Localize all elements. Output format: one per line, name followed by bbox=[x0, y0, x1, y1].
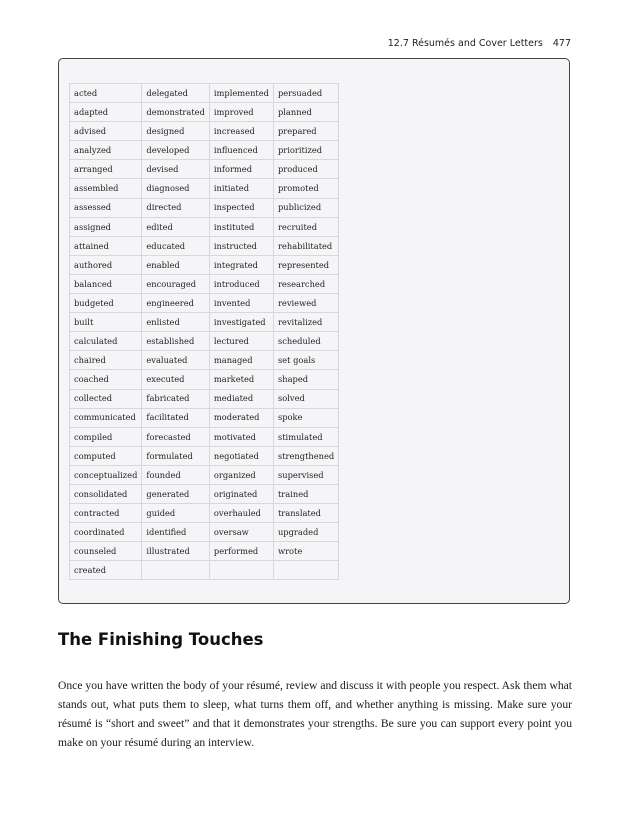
table-cell: originated bbox=[209, 484, 273, 503]
table-row bbox=[70, 446, 339, 465]
table-cell: revitalized bbox=[273, 313, 338, 332]
table-cell: consolidated bbox=[70, 484, 142, 503]
table-row bbox=[70, 484, 339, 503]
table-cell: recruited bbox=[273, 217, 338, 236]
table-cell: managed bbox=[209, 351, 273, 370]
table-row bbox=[70, 179, 339, 198]
table-cell: advised bbox=[70, 122, 142, 141]
table-cell: organized bbox=[209, 465, 273, 484]
table-cell: conceptualized bbox=[70, 465, 142, 484]
table-row bbox=[70, 294, 339, 313]
table-cell: informed bbox=[209, 160, 273, 179]
table-cell: forecasted bbox=[142, 427, 210, 446]
table-cell: rehabilitated bbox=[273, 236, 338, 255]
table-cell: founded bbox=[142, 465, 210, 484]
table-row bbox=[70, 141, 339, 160]
table-cell: mediated bbox=[209, 389, 273, 408]
table-cell: coached bbox=[70, 370, 142, 389]
table-cell: initiated bbox=[209, 179, 273, 198]
table-cell: enabled bbox=[142, 255, 210, 274]
table-cell: upgraded bbox=[273, 523, 338, 542]
table-cell: inspected bbox=[209, 198, 273, 217]
table-row bbox=[70, 313, 339, 332]
table-cell: developed bbox=[142, 141, 210, 160]
table-row bbox=[70, 427, 339, 446]
table-cell: represented bbox=[273, 255, 338, 274]
table-cell: investigated bbox=[209, 313, 273, 332]
table-cell: solved bbox=[273, 389, 338, 408]
table-row bbox=[70, 198, 339, 217]
table-cell: supervised bbox=[273, 465, 338, 484]
table-cell: built bbox=[70, 313, 142, 332]
table-cell: stimulated bbox=[273, 427, 338, 446]
table-cell: fabricated bbox=[142, 389, 210, 408]
table-cell: increased bbox=[209, 122, 273, 141]
table-row bbox=[70, 274, 339, 293]
table-cell: coordinated bbox=[70, 523, 142, 542]
table-cell: designed bbox=[142, 122, 210, 141]
table-row bbox=[70, 255, 339, 274]
table-cell: diagnosed bbox=[142, 179, 210, 198]
table-cell: assessed bbox=[70, 198, 142, 217]
table-cell: educated bbox=[142, 236, 210, 255]
table-row bbox=[70, 389, 339, 408]
table-cell: delegated bbox=[142, 84, 210, 103]
action-verbs-box bbox=[58, 58, 570, 604]
table-cell: shaped bbox=[273, 370, 338, 389]
table-row bbox=[70, 408, 339, 427]
table-cell: wrote bbox=[273, 542, 338, 561]
table-cell: contracted bbox=[70, 504, 142, 523]
table-row bbox=[70, 236, 339, 255]
table-cell: acted bbox=[70, 84, 142, 103]
table-cell: devised bbox=[142, 160, 210, 179]
table-cell: spoke bbox=[273, 408, 338, 427]
table-cell: influenced bbox=[209, 141, 273, 160]
table-row bbox=[70, 351, 339, 370]
table-cell: overhauled bbox=[209, 504, 273, 523]
table-cell: adapted bbox=[70, 103, 142, 122]
table-cell: strengthened bbox=[273, 446, 338, 465]
table-cell: negotiated bbox=[209, 446, 273, 465]
table-cell: reviewed bbox=[273, 294, 338, 313]
table-cell: engineered bbox=[142, 294, 210, 313]
table-cell: trained bbox=[273, 484, 338, 503]
table-cell: generated bbox=[142, 484, 210, 503]
table-cell: directed bbox=[142, 198, 210, 217]
table-row bbox=[70, 217, 339, 236]
table-row bbox=[70, 542, 339, 561]
table-cell: assembled bbox=[70, 179, 142, 198]
running-head-section: 12.7 Résumés and Cover Letters bbox=[387, 38, 543, 49]
table-cell: facilitated bbox=[142, 408, 210, 427]
table-cell: compiled bbox=[70, 427, 142, 446]
table-cell: promoted bbox=[273, 179, 338, 198]
page-number: 477 bbox=[552, 38, 571, 49]
table-cell: balanced bbox=[70, 274, 142, 293]
table-cell: assigned bbox=[70, 217, 142, 236]
table-row bbox=[70, 561, 339, 580]
table-cell: arranged bbox=[70, 160, 142, 179]
table-cell: executed bbox=[142, 370, 210, 389]
table-cell: edited bbox=[142, 217, 210, 236]
table-cell: demonstrated bbox=[142, 103, 210, 122]
table-row bbox=[70, 370, 339, 389]
table-cell: authored bbox=[70, 255, 142, 274]
table-cell: scheduled bbox=[273, 332, 338, 351]
table-cell: set goals bbox=[273, 351, 338, 370]
table-cell: counseled bbox=[70, 542, 142, 561]
table-cell: communicated bbox=[70, 408, 142, 427]
table-cell: formulated bbox=[142, 446, 210, 465]
table-cell: produced bbox=[273, 160, 338, 179]
table-cell: instituted bbox=[209, 217, 273, 236]
table-cell bbox=[209, 561, 273, 580]
table-cell: encouraged bbox=[142, 274, 210, 293]
table-row bbox=[70, 84, 339, 103]
table-cell: instructed bbox=[209, 236, 273, 255]
table-row bbox=[70, 465, 339, 484]
table-cell: oversaw bbox=[209, 523, 273, 542]
table-row bbox=[70, 122, 339, 141]
table-row bbox=[70, 103, 339, 122]
table-cell: analyzed bbox=[70, 141, 142, 160]
section-title: The Finishing Touches bbox=[58, 630, 264, 649]
table-cell: attained bbox=[70, 236, 142, 255]
table-cell: publicized bbox=[273, 198, 338, 217]
table-cell: enlisted bbox=[142, 313, 210, 332]
table-row bbox=[70, 504, 339, 523]
table-cell bbox=[142, 561, 210, 580]
table-cell: chaired bbox=[70, 351, 142, 370]
table-cell: motivated bbox=[209, 427, 273, 446]
table-cell: computed bbox=[70, 446, 142, 465]
table-cell: collected bbox=[70, 389, 142, 408]
table-cell: illustrated bbox=[142, 542, 210, 561]
table-cell: calculated bbox=[70, 332, 142, 351]
table-cell bbox=[273, 561, 338, 580]
table-cell: marketed bbox=[209, 370, 273, 389]
table-cell: invented bbox=[209, 294, 273, 313]
table-cell: prepared bbox=[273, 122, 338, 141]
table-cell: improved bbox=[209, 103, 273, 122]
table-cell: researched bbox=[273, 274, 338, 293]
table-cell: implemented bbox=[209, 84, 273, 103]
table-row bbox=[70, 523, 339, 542]
section-body: Once you have written the body of your résumé, review and discuss it with people you respect. Ask them what stands out, what puts them to sleep, what turns them off, and whether anything is missing. Make sure your résumé is “short and sweet” and that it demonstrates your strengths. Be sure you can support every point you make on your résumé during an interview. bbox=[58, 679, 572, 749]
table-cell: created bbox=[70, 561, 142, 580]
table-cell: translated bbox=[273, 504, 338, 523]
running-head bbox=[388, 38, 571, 49]
table-cell: prioritized bbox=[273, 141, 338, 160]
table-cell: lectured bbox=[209, 332, 273, 351]
table-cell: moderated bbox=[209, 408, 273, 427]
table-cell: planned bbox=[273, 103, 338, 122]
table-cell: established bbox=[142, 332, 210, 351]
table-cell: performed bbox=[209, 542, 273, 561]
table-cell: integrated bbox=[209, 255, 273, 274]
action-verbs-table-body bbox=[70, 84, 339, 580]
table-row bbox=[70, 160, 339, 179]
table-cell: persuaded bbox=[273, 84, 338, 103]
table-row bbox=[70, 332, 339, 351]
table-cell: identified bbox=[142, 523, 210, 542]
table-cell: budgeted bbox=[70, 294, 142, 313]
table-cell: evaluated bbox=[142, 351, 210, 370]
action-verbs-table bbox=[69, 83, 339, 580]
table-cell: guided bbox=[142, 504, 210, 523]
table-cell: introduced bbox=[209, 274, 273, 293]
